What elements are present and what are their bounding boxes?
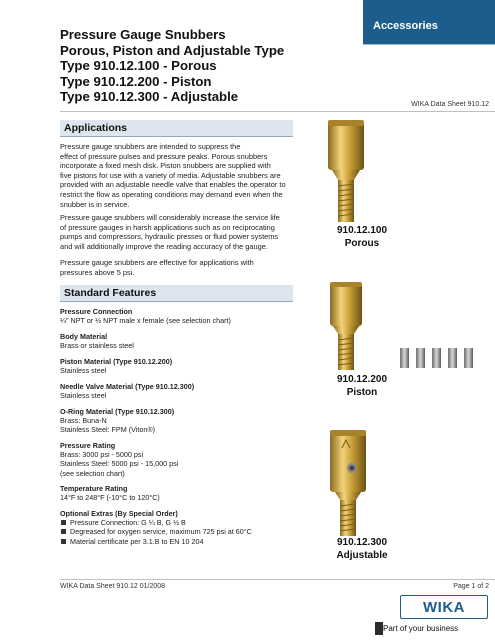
title-line: Pressure Gauge Snubbers: [60, 27, 226, 42]
wika-logo: [400, 595, 488, 619]
wika-logo-text: WIKA: [423, 599, 465, 616]
spec-value: Stainless Steel: 5000 psi - 15,000 psi: [60, 459, 179, 469]
text-line: pressures above 5 psi.: [60, 267, 135, 277]
text-line: of pressure gauges in harsh applications such as on reciprocating: [60, 222, 275, 232]
page-number: Page 1 of 2: [453, 583, 489, 590]
divider: [60, 111, 495, 112]
spec-value: Stainless steel: [60, 391, 107, 401]
section-tab: [363, 0, 495, 44]
bullet-item: Material certificate per 3.1.B to EN 10 204: [60, 537, 320, 546]
logo-square-icon: [375, 622, 383, 635]
applications-paragraph-2: [60, 213, 310, 251]
footer-divider: [60, 579, 495, 580]
spec-value: (see selection chart): [60, 468, 125, 478]
data-sheet-number: WIKA Data Sheet 910.12: [411, 101, 489, 108]
spec-label: Piston Material (Type 910.12.200): [60, 357, 173, 366]
spec-value: 14°F to 248°F (-10°C to 120°C): [60, 493, 160, 503]
tagline: Part of your business: [383, 624, 459, 633]
footer-data-sheet: WIKA Data Sheet 910.12 01/2008: [60, 583, 166, 590]
applications-heading: [60, 120, 293, 137]
spec-temperature-rating: [60, 484, 320, 502]
pistons-photo: [398, 346, 478, 370]
section-tab-rule: [363, 44, 495, 45]
spec-needle-valve-material: [60, 382, 320, 400]
product-code: 910.12.300: [336, 537, 388, 548]
spec-label: Pressure Rating: [60, 441, 116, 450]
product-label-adjustable: [312, 537, 412, 562]
spec-label: O-Ring Material (Type 910.12.300): [60, 407, 175, 416]
spec-pressure-connection: [60, 307, 320, 325]
spec-value: ¼" NPT or ½ NPT male x female (see selection chart): [60, 316, 231, 326]
applications-heading-label: Applications: [64, 122, 128, 134]
adjustable-snubber-photo: [322, 428, 374, 538]
text-line: snubber is in service.: [60, 199, 130, 209]
title-line: Type 910.12.200 - Piston: [60, 73, 212, 89]
standard-features-heading-label: Standard Features: [64, 287, 157, 299]
title-line: Type 910.12.300 - Adjustable: [60, 89, 239, 105]
text-line: pumps and compressors, hydraulic presses or fluid power systems: [60, 232, 279, 242]
product-label-piston: [312, 374, 412, 399]
spec-label: Optional Extras (By Special Order): [60, 509, 178, 518]
spec-body-material: [60, 332, 320, 350]
applications-paragraph-3: [60, 258, 310, 277]
text-line: Pressure gauge snubbers will considerably increase the service life: [60, 213, 280, 222]
page-title: [60, 27, 360, 105]
porous-snubber-photo: [320, 118, 372, 228]
spec-value: Brass or stainless steel: [60, 341, 134, 351]
spec-pressure-rating: [60, 441, 320, 478]
spec-o-ring-material: [60, 407, 320, 435]
text-line: Pressure gauge snubbers are effective for applications with: [60, 258, 254, 267]
text-line: five pistons for use with a variety of media. Adjustable snubbers are: [60, 170, 281, 180]
title-line: Porous, Piston and Adjustable Type: [60, 42, 285, 58]
spec-label: Pressure Connection: [60, 307, 133, 316]
title-line: Type 910.12.100 - Porous: [60, 58, 217, 74]
product-code: 910.12.100: [336, 225, 388, 236]
product-label-porous: [312, 225, 412, 250]
text-line: incorporate a fixed mesh disk. Piston snubbers are supplied with: [60, 161, 271, 171]
bullet-item: Pressure Connection: G ¼ B, G ½ B: [60, 518, 320, 527]
spec-piston-material: [60, 357, 320, 375]
spec-label: Needle Valve Material (Type 910.12.300): [60, 382, 195, 391]
spec-value: Brass: Buna-N: [60, 416, 107, 426]
product-name: Piston: [346, 386, 378, 398]
spec-value: Brass: 3000 psi - 5000 psi: [60, 450, 144, 460]
section-tab-label: Accessories: [373, 20, 438, 32]
standard-features-heading: [60, 285, 293, 302]
spec-label: Body Material: [60, 332, 108, 341]
text-line: provided with an adjustable needle valve that enables the operator to: [60, 180, 286, 190]
text-line: Pressure gauge snubbers are intended to suppress the: [60, 142, 241, 151]
product-name: Adjustable: [336, 549, 388, 561]
product-name: Porous: [344, 237, 380, 249]
product-code: 910.12.200: [336, 374, 388, 385]
spec-value: Stainless steel: [60, 366, 107, 376]
bullet-item: Degreased for oxygen service, maximum 725 psi at 60°C: [60, 527, 320, 536]
piston-snubber-photo: [320, 280, 372, 372]
applications-paragraph-1: [60, 142, 310, 209]
text-line: effect of pressure pulses and pressure peaks. Porous snubbers: [60, 151, 268, 161]
spec-label: Temperature Rating: [60, 484, 128, 493]
spec-optional-extras: [60, 509, 320, 546]
text-line: restrict the flow as operating conditions may demand even when the: [60, 189, 283, 199]
text-line: and will additionally improve the reading accuracy of the gauge.: [60, 241, 268, 251]
spec-value: Stainless Steel: FPM (Viton®): [60, 425, 156, 435]
